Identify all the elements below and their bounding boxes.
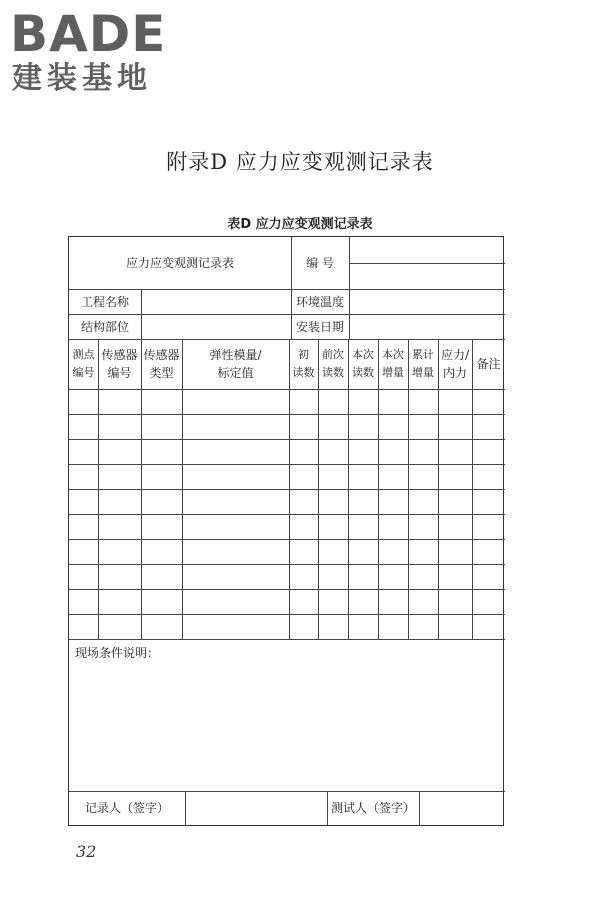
table-cell[interactable]: [289, 564, 318, 589]
table-cell[interactable]: [289, 389, 318, 414]
table-cell[interactable]: [472, 539, 505, 564]
table-cell[interactable]: [472, 489, 505, 514]
table-cell[interactable]: [472, 564, 505, 589]
table-cell[interactable]: [289, 614, 318, 639]
recorder-signature-field[interactable]: [185, 791, 327, 825]
table-cell[interactable]: [141, 514, 182, 539]
table-cell[interactable]: [69, 489, 98, 514]
form-title: 应力应变观测记录表: [125, 256, 234, 270]
table-cell[interactable]: [289, 414, 318, 439]
table-cell[interactable]: [69, 439, 98, 464]
table-cell[interactable]: [438, 614, 472, 639]
grid-line: [69, 614, 505, 615]
column-header: 本次 读数: [352, 348, 374, 379]
table-cell[interactable]: [69, 614, 98, 639]
table-cell[interactable]: [182, 439, 289, 464]
grid-line: [69, 439, 505, 440]
env-temp-field[interactable]: [349, 289, 505, 314]
table-cell[interactable]: [348, 489, 378, 514]
table-cell[interactable]: [318, 539, 348, 564]
table-cell[interactable]: [348, 414, 378, 439]
table-cell[interactable]: [182, 539, 289, 564]
table-cell[interactable]: [141, 589, 182, 614]
table-cell[interactable]: [69, 589, 98, 614]
structure-part-field[interactable]: [141, 314, 291, 339]
grid-line: [408, 339, 409, 639]
table-cell[interactable]: [182, 589, 289, 614]
tester-label: 测试人（签字）: [330, 801, 415, 815]
table-cell[interactable]: [378, 414, 408, 439]
table-cell[interactable]: [98, 439, 141, 464]
table-cell[interactable]: [318, 489, 348, 514]
table-cell[interactable]: [438, 514, 472, 539]
grid-line: [69, 489, 505, 490]
table-cell[interactable]: [141, 489, 182, 514]
appendix-title: 附录D 应力应变观测记录表: [166, 150, 434, 174]
conditions-label: 现场条件说明：: [75, 646, 160, 660]
grid-line: [419, 791, 420, 825]
table-cell[interactable]: [318, 464, 348, 489]
grid-line: [69, 791, 505, 792]
table-cell[interactable]: [378, 614, 408, 639]
table-cell[interactable]: [378, 564, 408, 589]
table-cell[interactable]: [98, 589, 141, 614]
grid-line: [69, 589, 505, 590]
grid-line: [69, 639, 505, 640]
table-cell[interactable]: [182, 464, 289, 489]
logo-brand: BADE: [10, 5, 167, 63]
table-cell[interactable]: [98, 564, 141, 589]
table-cell[interactable]: [348, 589, 378, 614]
grid-line: [185, 791, 186, 825]
structure-part-label: 结构部位: [80, 319, 129, 334]
table-cell[interactable]: [98, 489, 141, 514]
grid-line: [289, 339, 290, 639]
table-cell[interactable]: [182, 514, 289, 539]
grid-line: [98, 339, 99, 639]
table-cell[interactable]: [289, 489, 318, 514]
table-cell[interactable]: [98, 614, 141, 639]
table-cell[interactable]: [472, 464, 505, 489]
table-cell[interactable]: [378, 489, 408, 514]
table-cell[interactable]: [69, 564, 98, 589]
table-cell[interactable]: [141, 614, 182, 639]
table-cell[interactable]: [182, 414, 289, 439]
table-cell[interactable]: [408, 539, 438, 564]
grid-line: [69, 464, 505, 465]
column-header: 测点 编号: [72, 348, 95, 379]
table-cell[interactable]: [348, 514, 378, 539]
tester-signature-field[interactable]: [419, 791, 505, 825]
table-cell[interactable]: [378, 589, 408, 614]
table-cell[interactable]: [348, 564, 378, 589]
table-cell[interactable]: [438, 414, 472, 439]
grid-line: [69, 389, 505, 390]
grid-line: [318, 339, 319, 639]
page-number: 32: [76, 842, 97, 861]
logo-tagline: 建装基地: [12, 61, 152, 96]
table-cell[interactable]: [98, 389, 141, 414]
grid-line: [182, 339, 183, 639]
table-cell[interactable]: [318, 564, 348, 589]
table-cell[interactable]: [378, 514, 408, 539]
table-cell[interactable]: [318, 414, 348, 439]
table-cell[interactable]: [438, 564, 472, 589]
column-header: 应力/ 内力: [440, 348, 470, 380]
conditions-field[interactable]: [69, 667, 505, 787]
project-name-label: 工程名称: [80, 294, 129, 309]
table-cell[interactable]: [348, 464, 378, 489]
table-cell[interactable]: [378, 389, 408, 414]
table-cell[interactable]: [378, 439, 408, 464]
table-cell[interactable]: [408, 489, 438, 514]
column-header: 传感器 编号: [101, 348, 138, 380]
table-cell[interactable]: [69, 514, 98, 539]
table-cell[interactable]: [408, 464, 438, 489]
grid-line: [438, 339, 439, 639]
table-cell[interactable]: [348, 614, 378, 639]
table-cell[interactable]: [98, 464, 141, 489]
table-cell[interactable]: [348, 439, 378, 464]
project-name-field[interactable]: [141, 289, 291, 314]
table-cell[interactable]: [289, 514, 318, 539]
brand-logo: [10, 6, 180, 96]
grid-line: [69, 289, 505, 290]
table-cell[interactable]: [318, 439, 348, 464]
grid-line: [378, 339, 379, 639]
table-cell[interactable]: [472, 614, 505, 639]
table-cell[interactable]: [182, 614, 289, 639]
table-cell[interactable]: [289, 589, 318, 614]
install-date-field[interactable]: [349, 314, 505, 339]
table-cell[interactable]: [69, 539, 98, 564]
table-cell[interactable]: [141, 539, 182, 564]
grid-line: [69, 414, 505, 415]
table-cell[interactable]: [472, 439, 505, 464]
grid-line: [348, 339, 349, 639]
table-cell[interactable]: [408, 514, 438, 539]
install-date-label: 安装日期: [295, 319, 344, 334]
table-cell[interactable]: [348, 389, 378, 414]
grid-line: [69, 339, 505, 340]
column-header: 弹性模量/ 标定值: [209, 348, 262, 380]
grid-line: [69, 514, 505, 515]
grid-line: [69, 539, 505, 540]
table-cell[interactable]: [408, 414, 438, 439]
table-cell[interactable]: [438, 389, 472, 414]
grid-line: [327, 791, 328, 825]
recorder-label: 记录人（签字）: [84, 801, 169, 815]
table-cell[interactable]: [69, 414, 98, 439]
table-cell[interactable]: [438, 589, 472, 614]
table-cell[interactable]: [438, 489, 472, 514]
table-cell[interactable]: [318, 589, 348, 614]
grid-line: [69, 314, 505, 315]
table-cell[interactable]: [408, 439, 438, 464]
table-cell[interactable]: [472, 514, 505, 539]
table-cell[interactable]: [472, 414, 505, 439]
table-cell[interactable]: [438, 539, 472, 564]
table-cell[interactable]: [141, 564, 182, 589]
serial-value-cell-2[interactable]: [349, 263, 505, 289]
table-cell[interactable]: [141, 464, 182, 489]
table-cell[interactable]: [141, 414, 182, 439]
table-cell[interactable]: [182, 389, 289, 414]
table-cell[interactable]: [408, 564, 438, 589]
table-cell[interactable]: [182, 564, 289, 589]
table-cell[interactable]: [141, 389, 182, 414]
table-cell[interactable]: [69, 389, 98, 414]
table-cell[interactable]: [141, 439, 182, 464]
column-header: 备注: [476, 357, 501, 371]
column-header: 累计 增量: [412, 348, 434, 379]
grid-line: [141, 289, 142, 339]
column-header: 前次 读数: [322, 348, 344, 379]
table-cell[interactable]: [69, 464, 98, 489]
grid-line: [69, 564, 505, 565]
column-header: 传感器 类型: [143, 348, 180, 380]
table-cell[interactable]: [408, 589, 438, 614]
table-cell[interactable]: [182, 489, 289, 514]
table-cell[interactable]: [408, 389, 438, 414]
serial-value-cell-1[interactable]: [349, 237, 505, 263]
table-cell[interactable]: [289, 439, 318, 464]
table-cell[interactable]: [98, 414, 141, 439]
table-cell[interactable]: [318, 389, 348, 414]
column-header: 初 读数: [292, 348, 315, 379]
table-cell[interactable]: [98, 514, 141, 539]
table-cell[interactable]: [318, 614, 348, 639]
grid-line: [349, 263, 505, 264]
table-cell[interactable]: [438, 439, 472, 464]
table-cell[interactable]: [378, 539, 408, 564]
table-cell[interactable]: [289, 464, 318, 489]
table-cell[interactable]: [472, 589, 505, 614]
grid-line: [291, 237, 292, 339]
record-form-table: [68, 236, 504, 826]
table-caption: 表D 应力应变观测记录表: [227, 217, 373, 232]
table-cell[interactable]: [98, 539, 141, 564]
grid-line: [472, 339, 473, 639]
table-cell[interactable]: [318, 514, 348, 539]
env-temp-label: 环境温度: [295, 294, 344, 309]
table-cell[interactable]: [408, 614, 438, 639]
table-cell[interactable]: [378, 464, 408, 489]
column-header: 本次 增量: [382, 348, 404, 379]
table-cell[interactable]: [438, 464, 472, 489]
grid-line: [141, 339, 142, 639]
table-cell[interactable]: [289, 539, 318, 564]
table-cell[interactable]: [472, 389, 505, 414]
serial-label: 编 号: [306, 256, 334, 270]
grid-line: [349, 237, 350, 339]
table-cell[interactable]: [348, 539, 378, 564]
